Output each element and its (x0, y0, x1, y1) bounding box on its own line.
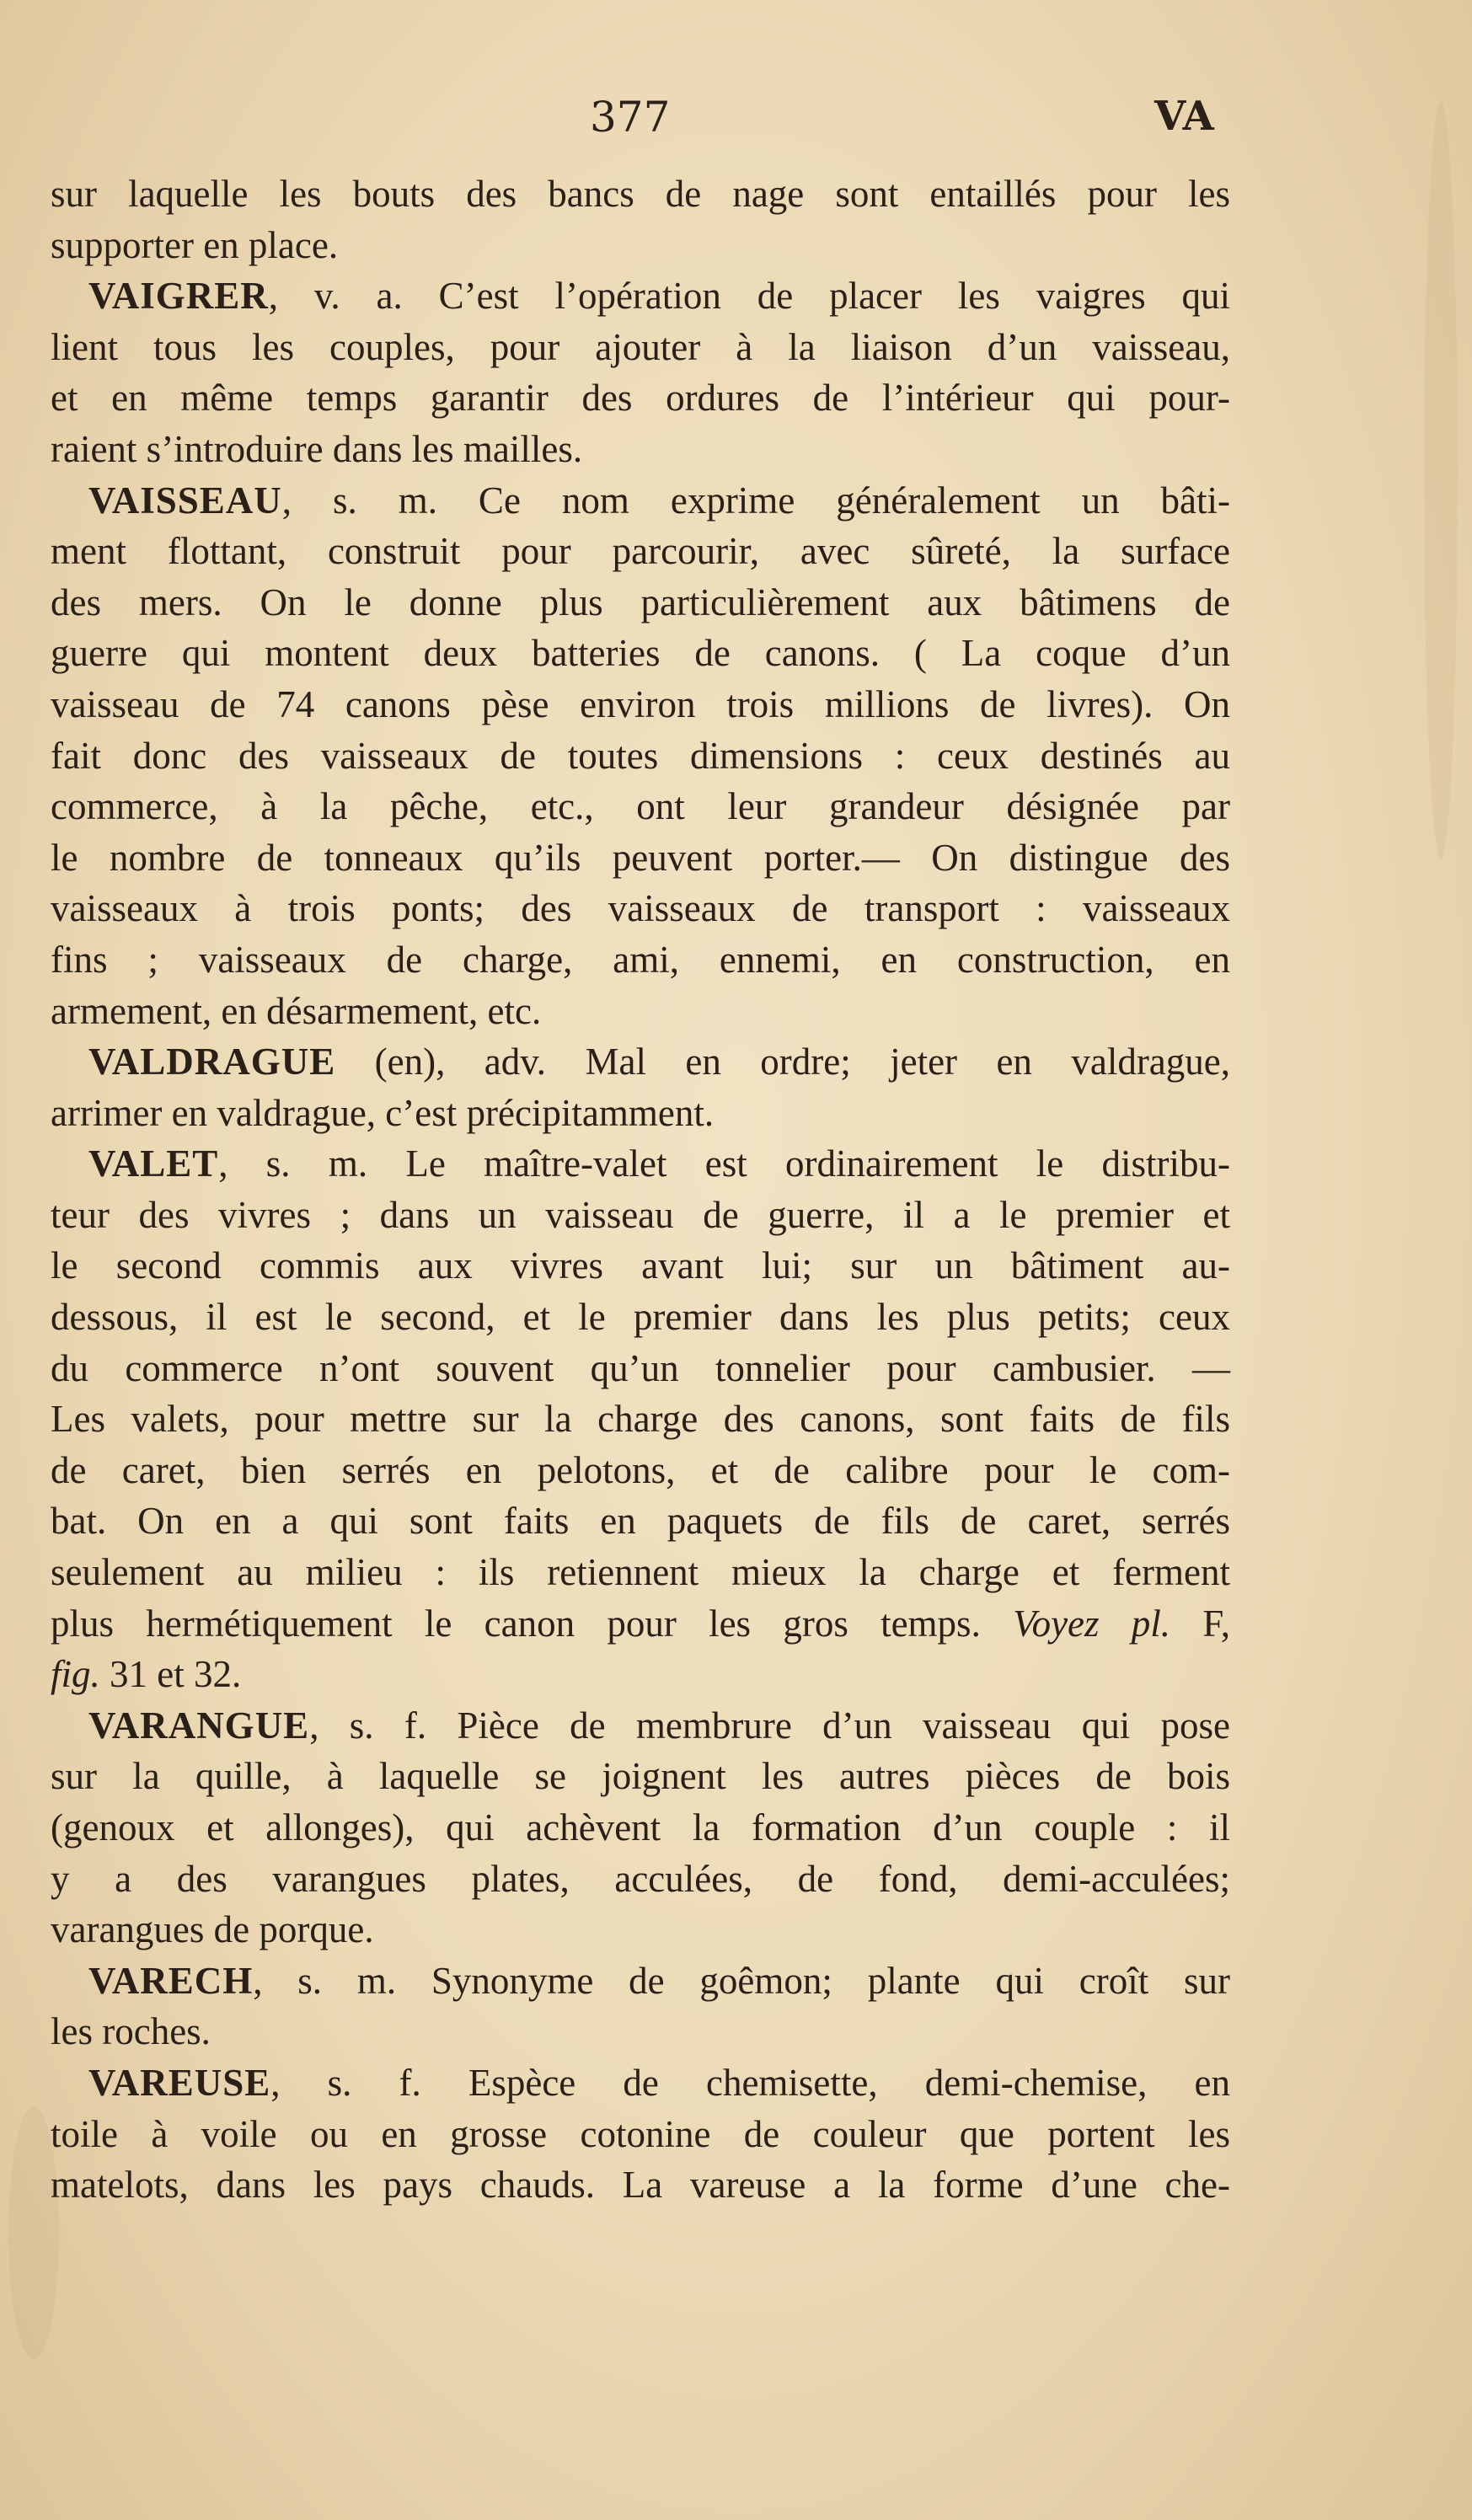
paper-stain (1424, 101, 1458, 859)
text-line (51, 169, 1230, 220)
text-segment: teur des vivres ; dans un vaisseau de guerre, il a le premier et (51, 1193, 1230, 1236)
text-line (51, 1547, 1230, 1598)
text-segment: , s. f. Pièce de membrure d’un vaisseau qui pose (309, 1704, 1230, 1747)
text-line (51, 1751, 1230, 1802)
text-line (51, 832, 1230, 884)
text-segment: (en), adv. Mal en ordre; jeter en valdrague, (335, 1041, 1230, 1083)
text-line (51, 1445, 1230, 1496)
text-segment: , s. f. Espèce de chemisette, demi-chemise, en (270, 2061, 1230, 2104)
text-line (51, 1956, 1230, 2007)
text-segment: varangues de porque. (51, 1908, 374, 1951)
text-segment: y a des varangues plates, acculées, de fond, demi-acculées; (51, 1857, 1230, 1900)
text-line (51, 1240, 1230, 1292)
text-line (51, 1495, 1230, 1547)
text-line (51, 1598, 1230, 1650)
text-line (51, 2159, 1230, 2211)
text-segment: sur la quille, à laquelle se joignent les autres pièces de bois (51, 1755, 1230, 1798)
text-line (51, 781, 1230, 832)
text-segment: dessous, il est le second, et le premier dans les plus petits; ceux (51, 1296, 1230, 1339)
text-line (51, 730, 1230, 782)
text-segment: , v. a. C’est l’opération de placer les vaigres qui (268, 275, 1230, 318)
text-line (51, 1190, 1230, 1241)
entry-headword: VALET (88, 1142, 219, 1185)
entry-headword: VALDRAGUE (88, 1041, 336, 1083)
text-segment: fait donc des vaisseaux de toutes dimensions : ceux destinés au (51, 734, 1230, 777)
text-segment: matelots, dans les pays chauds. La vareuse a la forme d’une che- (51, 2164, 1230, 2207)
text-line (51, 2006, 1230, 2057)
dictionary-text (51, 169, 1230, 2211)
text-line (51, 1649, 1230, 1700)
text-line (51, 2109, 1230, 2160)
text-segment: toile à voile ou en grosse cotonine de couleur que portent les (51, 2112, 1230, 2155)
entry-headword: VAIGRER (88, 275, 269, 318)
text-segment: , s. m. Synonyme de goêmon; plante qui croît sur (253, 1959, 1230, 2002)
italic-text: fig. (51, 1653, 100, 1696)
text-segment: guerre qui montent deux batteries de canons. ( La coque d’un (51, 632, 1230, 675)
italic-text: Voyez pl. (1013, 1602, 1171, 1645)
text-line (51, 475, 1230, 527)
text-line (51, 1138, 1230, 1190)
text-segment: supporter en place. (51, 223, 339, 266)
text-segment: les roches. (51, 2010, 211, 2053)
text-segment: arrimer en valdrague, c’est précipitamment. (51, 1091, 715, 1134)
text-line (51, 424, 1230, 475)
running-head: VA (1154, 93, 1214, 140)
text-segment: le second commis aux vivres avant lui; sur un bâtiment au- (51, 1244, 1230, 1287)
text-segment: F, (1170, 1602, 1230, 1645)
text-segment: armement, en désarmement, etc. (51, 989, 542, 1032)
text-segment: plus hermétiquement le canon pour les gros temps. (51, 1602, 1014, 1645)
entry-headword: VAREUSE (88, 2061, 271, 2104)
text-line (51, 220, 1230, 271)
text-segment: , s. m. Ce nom exprime généralement un bâti- (281, 479, 1230, 522)
text-line (51, 628, 1230, 679)
text-segment: de caret, bien serrés en pelotons, et de calibre pour le com- (51, 1448, 1230, 1491)
text-segment: (genoux et allonges), qui achèvent la formation d’un couple : il (51, 1806, 1230, 1849)
text-line (51, 1854, 1230, 1905)
text-line (51, 934, 1230, 986)
text-line (51, 2057, 1230, 2109)
text-line (51, 1802, 1230, 1854)
text-line (51, 577, 1230, 629)
text-line (51, 883, 1230, 934)
text-segment: vaisseaux à trois ponts; des vaisseaux de transport : vaisseaux (51, 887, 1230, 930)
text-segment: raient s’introduire dans les mailles. (51, 427, 583, 470)
text-line (51, 526, 1230, 577)
text-segment: des mers. On le donne plus particulièrement aux bâtimens de (51, 581, 1230, 623)
text-segment: vaisseau de 74 canons pèse environ trois millions de livres). On (51, 682, 1230, 725)
text-segment: seulement au milieu : ils retiennent mieux la charge et ferment (51, 1551, 1230, 1594)
text-line (51, 1292, 1230, 1343)
text-line (51, 1343, 1230, 1394)
text-line (51, 1088, 1230, 1139)
text-segment: lient tous les couples, pour ajouter à la liaison d’un vaisseau, (51, 325, 1230, 368)
text-line (51, 1394, 1230, 1445)
page-header (51, 93, 1230, 160)
text-segment: Les valets, pour mettre sur la charge des canons, sont faits de fils (51, 1398, 1230, 1441)
text-segment: 31 et 32. (99, 1653, 242, 1696)
entry-headword: VARECH (88, 1959, 254, 2002)
text-segment: bat. On en a qui sont faits en paquets de fils de caret, serrés (51, 1500, 1230, 1543)
text-line (51, 986, 1230, 1037)
text-segment: du commerce n’ont souvent qu’un tonnelier pour cambusier. — (51, 1346, 1230, 1389)
text-segment: le nombre de tonneaux qu’ils peuvent porter.— On distingue des (51, 836, 1230, 879)
page-number: 377 (590, 93, 671, 142)
text-line (51, 679, 1230, 730)
text-segment: , s. m. Le maître-valet est ordinairement le distribu- (218, 1142, 1230, 1185)
text-segment: fins ; vaisseaux de charge, ami, ennemi, en construction, en (51, 938, 1230, 981)
entry-headword: VAISSEAU (88, 479, 282, 522)
text-segment: commerce, à la pêche, etc., ont leur grandeur désignée par (51, 785, 1230, 828)
entry-headword: VARANGUE (88, 1704, 310, 1747)
text-line (51, 1904, 1230, 1956)
text-segment: sur laquelle les bouts des bancs de nage sont entaillés pour les (51, 173, 1230, 215)
text-line (51, 322, 1230, 373)
text-line (51, 1700, 1230, 1752)
text-line (51, 372, 1230, 424)
text-segment: ment flottant, construit pour parcourir, avec sûreté, la surface (51, 530, 1230, 573)
text-line (51, 270, 1230, 322)
text-line (51, 1036, 1230, 1088)
text-segment: et en même temps garantir des ordures de l’intérieur qui pour- (51, 377, 1230, 420)
